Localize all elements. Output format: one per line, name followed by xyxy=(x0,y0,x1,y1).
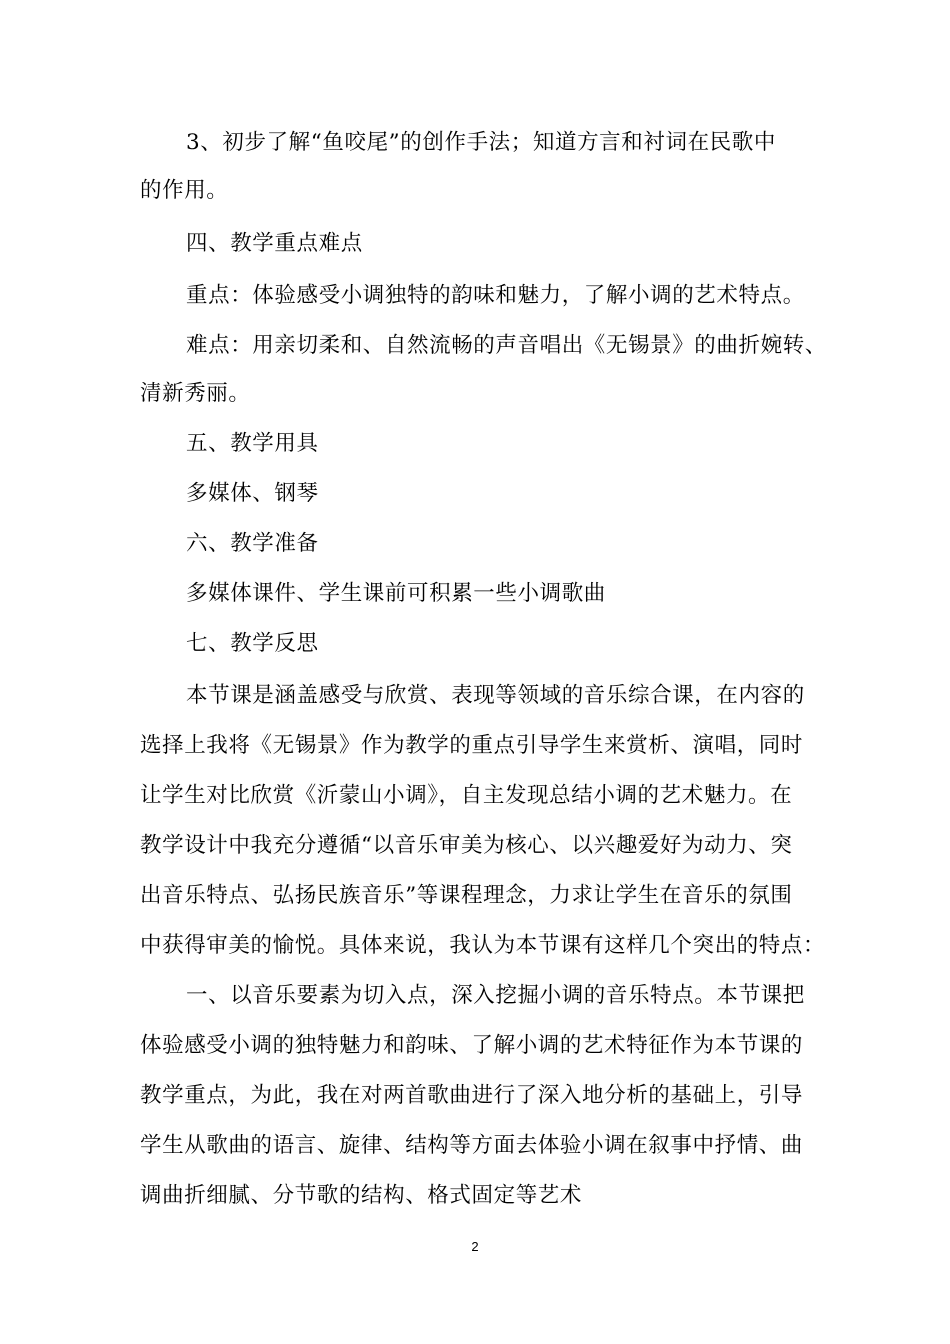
text-line: 学生从歌曲的语言、旋律、结构等方面去体验小调在叙事中抒情、曲 xyxy=(140,1133,804,1158)
text-line: 调曲折细腻、分节歌的结构、格式固定等艺术 xyxy=(140,1183,583,1208)
text-line: 多媒体、钢琴 xyxy=(186,481,319,506)
text-line: 体验感受小调的独特魅力和韵味、了解小调的艺术特征作为本节课的 xyxy=(140,1033,804,1058)
section-heading: 五、教学用具 xyxy=(186,431,319,456)
text-line: 难点：用亲切柔和、自然流畅的声音唱出《无锡景》的曲折婉转、 xyxy=(186,333,827,358)
text-line: 多媒体课件、学生课前可积累一些小调歌曲 xyxy=(186,581,606,606)
text-line: 一、以音乐要素为切入点，深入挖掘小调的音乐特点。本节课把 xyxy=(186,983,805,1008)
text-line: 让学生对比欣赏《沂蒙山小调》，自主发现总结小调的艺术魅力。在 xyxy=(140,783,793,808)
page-number: 2 xyxy=(471,1239,479,1254)
section-heading: 四、教学重点难点 xyxy=(186,231,363,256)
text-line: 清新秀丽。 xyxy=(140,381,251,406)
section-heading: 七、教学反思 xyxy=(186,631,319,656)
text-line: 选择上我将《无锡景》作为教学的重点引导学生来赏析、演唱，同时 xyxy=(140,733,804,758)
text-line: 教学设计中我充分遵循“以音乐审美为核心、以兴趣爱好为动力、突 xyxy=(140,833,793,858)
text-line: 本节课是涵盖感受与欣赏、表现等领域的音乐综合课，在内容的 xyxy=(186,683,805,708)
text-line: 重点：体验感受小调独特的韵味和魅力，了解小调的艺术特点。 xyxy=(186,283,805,308)
text-line: 3、初步了解“鱼咬尾”的创作手法；知道方言和衬词在民歌中 xyxy=(186,130,776,155)
text-line: 中获得审美的愉悦。具体来说，我认为本节课有这样几个突出的特点： xyxy=(140,933,826,958)
text-line: 教学重点，为此，我在对两首歌曲进行了深入地分析的基础上，引导 xyxy=(140,1083,804,1108)
text-line: 的作用。 xyxy=(140,178,229,203)
section-heading: 六、教学准备 xyxy=(186,531,319,556)
text-line: 出音乐特点、弘扬民族音乐”等课程理念，力求让学生在音乐的氛围 xyxy=(140,883,793,908)
